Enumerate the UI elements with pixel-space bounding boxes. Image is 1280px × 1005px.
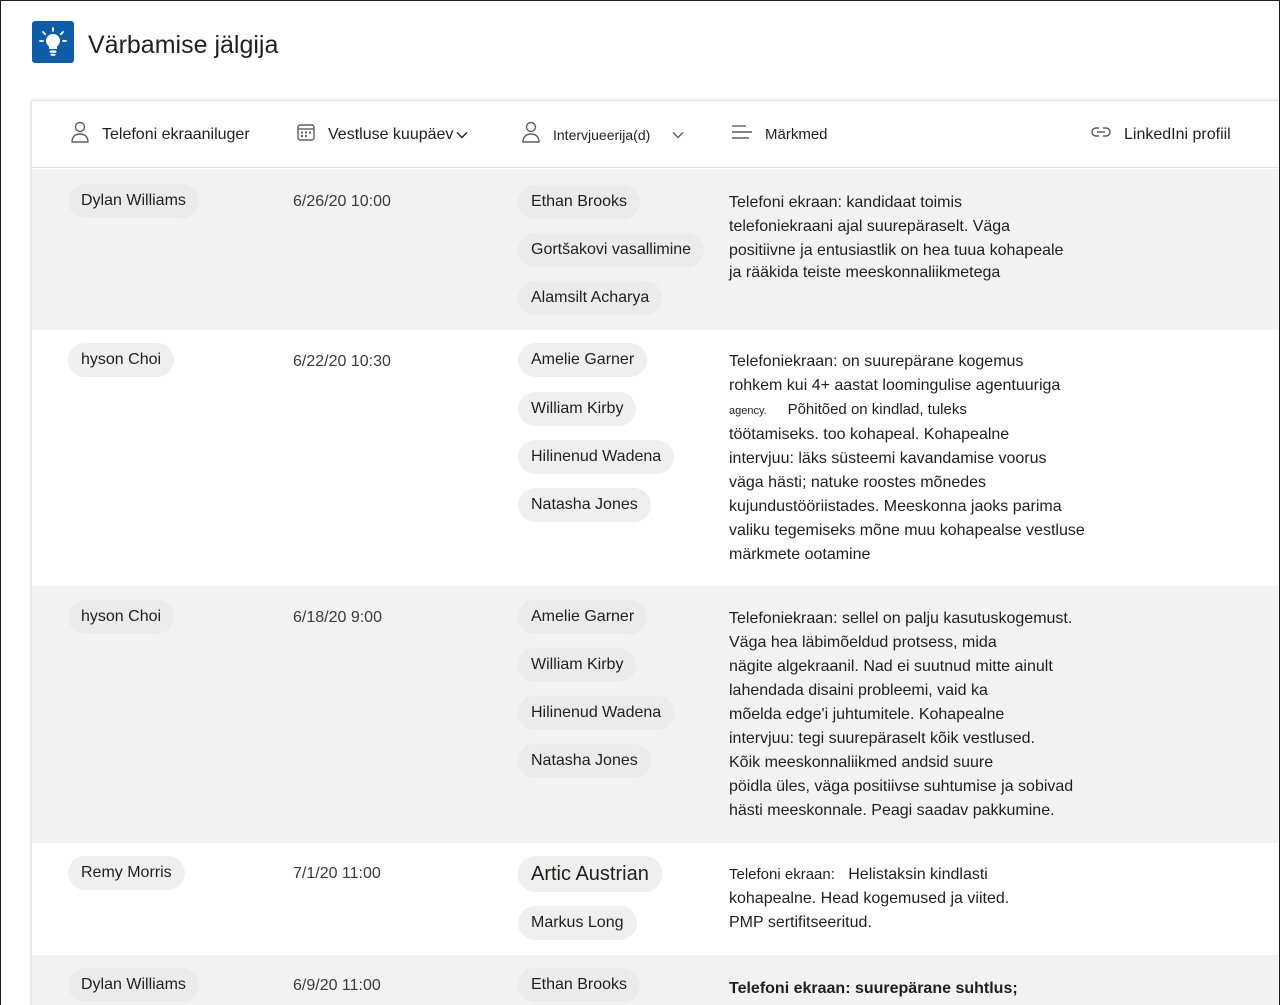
column-header-linkedin-profile[interactable]	[1090, 101, 1231, 168]
notes-line: Telefoniekraan: sellel on palju kasutuskogemust.	[729, 610, 1073, 627]
interviewer-pill[interactable]: Hilinenud Wadena	[518, 440, 674, 474]
notes-cell	[729, 350, 1099, 567]
column-label: Intervjueerija(d)	[553, 126, 651, 143]
notes-cell	[729, 977, 1099, 1001]
notes-fragment: Helistaksin kindlasti	[848, 866, 988, 883]
person-icon	[521, 121, 541, 148]
column-header-interviewers[interactable]	[521, 101, 684, 168]
notes-line: rohkem kui 4+ aastat loomingulise agentuuriga	[729, 377, 1061, 394]
notes-fragment: Põhitõed on kindlad, tuleks	[787, 401, 967, 418]
column-label: Vestluse kuupäev	[328, 125, 454, 143]
interview-date: 6/26/20 10:00	[293, 193, 391, 210]
notes-line: intervjuu: tegi suurepäraselt kõik vestlused.	[729, 730, 1035, 747]
tracker-grid	[32, 101, 1280, 1005]
interviewer-pill[interactable]: Markus Long	[518, 906, 637, 940]
table-row[interactable]	[32, 843, 1280, 955]
candidate-pill[interactable]: Dylan Williams	[68, 184, 199, 218]
interviewer-pill[interactable]: Amelie Garner	[518, 343, 647, 377]
notes-line: Telefoni ekraan: suurepärane suhtlus;	[729, 980, 1018, 997]
interviewer-pill[interactable]: Artic Austrian	[518, 856, 662, 892]
notes-cell	[729, 191, 1099, 285]
notes-cell	[729, 863, 1099, 935]
notes-line: märkmete ootamine	[729, 546, 871, 563]
notes-line: mõelda edge'i juhtumitele. Kohapealne	[729, 706, 1005, 723]
column-label: LinkedIni profiil	[1124, 125, 1231, 143]
column-header-interview-date[interactable]	[296, 101, 468, 168]
table-row[interactable]	[32, 330, 1280, 586]
interview-date: 6/18/20 9:00	[293, 609, 382, 626]
table-row[interactable]	[32, 169, 1280, 330]
notes-line: Telefoni ekraan: kandidaat toimis	[729, 194, 963, 211]
interviewer-pill[interactable]: Ethan Brooks	[518, 185, 640, 219]
interviewer-pill[interactable]: Ethan Brooks	[518, 968, 640, 1002]
column-header-notes[interactable]	[731, 101, 828, 168]
interview-date: 6/22/20 10:30	[293, 353, 391, 370]
candidate-pill[interactable]: Dylan Williams	[68, 968, 199, 1002]
interviewer-pill[interactable]: Alamsilt Acharya	[518, 281, 662, 315]
interviewer-pill[interactable]: Natasha Jones	[518, 488, 651, 522]
column-label: Märkmed	[765, 126, 828, 143]
app-icon	[32, 21, 74, 63]
notes-line: väga hästi; natuke roostes mõnedes	[729, 474, 987, 491]
notes-line: PMP sertifitseeritud.	[729, 914, 872, 931]
column-label: Telefoni ekraaniluger	[102, 125, 250, 143]
interview-date: 7/1/20 11:00	[293, 865, 381, 882]
notes-line: töötamiseks. too kohapeal. Kohapealne	[729, 426, 1010, 443]
notes-line: kujundustööriistades. Meeskonna jaoks parima	[729, 498, 1062, 515]
text-lines-icon	[731, 124, 753, 145]
notes-line: kohapealne. Head kogemused ja viited.	[729, 890, 1010, 907]
interview-date: 6/9/20 11:00	[293, 977, 381, 994]
notes-line: positiivne ja entusiastlik on hea tuua kohapeale	[729, 242, 1064, 259]
notes-line: intervjuu: läks süsteemi kavandamise voorus	[729, 450, 1047, 467]
notes-line: ja rääkida teiste meeskonnaliikmetega	[729, 264, 1001, 281]
notes-line: lahendada disaini probleemi, vaid ka	[729, 682, 988, 699]
interviewer-pill[interactable]: Gortšakovi vasallimine	[518, 233, 704, 267]
interviewer-pill[interactable]: Hilinenud Wadena	[518, 696, 674, 730]
notes-line: Kõik meeskonnaliikmed andsid suure	[729, 754, 994, 771]
grid-header	[32, 101, 1280, 168]
notes-line: pöidla üles, väga positiivse suhtumise ja sobivad	[729, 778, 1074, 795]
interviewer-pill[interactable]: Natasha Jones	[518, 744, 651, 778]
interviewer-pill[interactable]: Amelie Garner	[518, 600, 647, 634]
interviewer-pill[interactable]: William Kirby	[518, 648, 636, 682]
notes-fragment: agency.	[729, 405, 767, 417]
notes-line: valiku tegemiseks mõne muu kohapealse vestluse	[729, 522, 1085, 539]
candidate-pill[interactable]: hyson Choi	[68, 600, 174, 634]
notes-line: telefoniekraani ajal suurepäraselt. Väga	[729, 218, 1011, 235]
candidate-pill[interactable]: hyson Choi	[68, 343, 174, 377]
notes-line: hästi meeskonnale. Peagi saadav pakkumine.	[729, 802, 1055, 819]
candidate-pill[interactable]: Remy Morris	[68, 856, 185, 890]
notes-line: nägite algekraanil. Nad ei suutnud mitte ainult	[729, 658, 1053, 675]
table-row[interactable]	[32, 955, 1280, 1005]
column-header-phone-screener[interactable]	[70, 101, 250, 168]
lightbulb-icon	[39, 27, 67, 57]
link-icon	[1090, 125, 1112, 144]
chevron-down-icon[interactable]	[672, 126, 684, 144]
app-title: Värbamise jälgija	[88, 31, 279, 59]
table-row[interactable]	[32, 586, 1280, 843]
notes-cell	[729, 607, 1099, 823]
chevron-down-icon[interactable]	[456, 126, 468, 144]
notes-line: Väga hea läbimõeldud protsess, mida	[729, 634, 997, 651]
calendar-icon	[296, 122, 316, 147]
interviewer-pill[interactable]: William Kirby	[518, 392, 636, 426]
person-icon	[70, 121, 90, 148]
notes-fragment: Telefoni ekraan:	[729, 866, 835, 883]
notes-line: Telefoniekraan: on suurepärane kogemus	[729, 353, 1024, 370]
